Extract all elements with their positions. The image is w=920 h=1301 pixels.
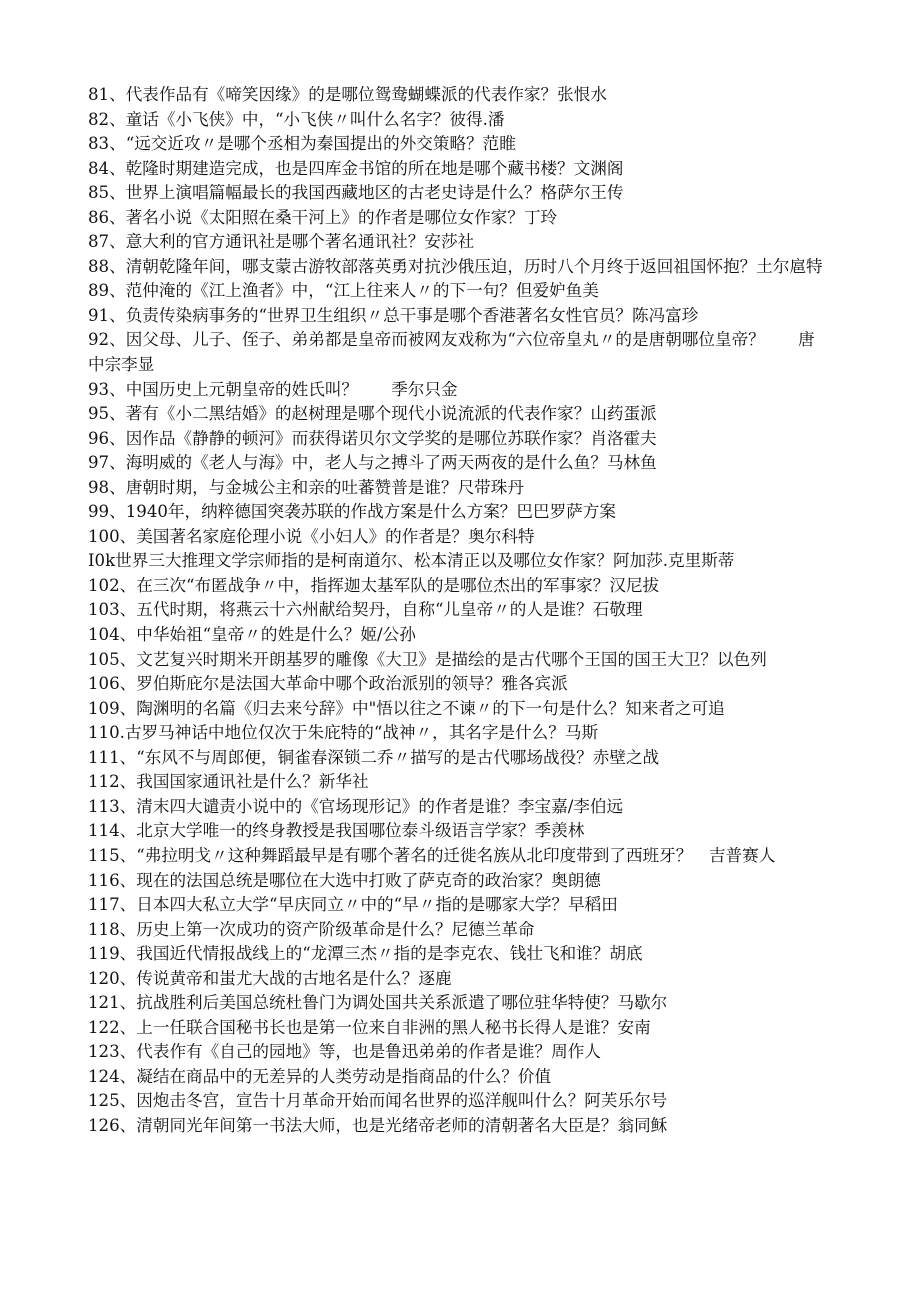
- list-item: 122、上一任联合国秘书长也是第一位来自非洲的黑人秘书长得人是谁？安南: [88, 1017, 651, 1037]
- list-item: 105、文艺复兴时期米开朗基罗的雕像《大卫》是描绘的是古代哪个王国的国王大卫？以色列: [88, 649, 767, 669]
- list-item: 81、代表作品有《啼笑因缘》的是哪位鸳鸯蝴蝶派的代表作家？张恨水: [88, 85, 607, 104]
- list-item: 103、五代时期，将燕云十六州献给契丹，自称“儿皇帝〃的人是谁？石敬理: [88, 600, 643, 620]
- list-item: 97、海明威的《老人与海》中，老人与之搏斗了两天两夜的是什么鱼？马林鱼: [88, 453, 657, 473]
- list-item: 92、因父母、儿子、侄子、弟弟都是皇帝而被网友戏称为“六位帝皇丸〃的是唐朝哪位皇帝？ 唐中宗李显: [88, 330, 815, 375]
- list-item: 124、凝结在商品中的无差异的人类劳动是指商品的什么？价值: [88, 1066, 552, 1086]
- list-item: 121、抗战胜利后美国总统杜鲁门为调处国共关系派遣了哪位驻华特使？马歇尔: [88, 993, 668, 1013]
- list-item: 112、我国国家通讯社是什么？新华社: [88, 772, 369, 792]
- list-item: 109、陶渊明的名篇《归去来兮辞》中"悟以往之不谏〃的下一句是什么？知来者之可追: [88, 698, 725, 718]
- list-item: 89、范仲淹的《江上渔者》中，“江上往来人〃的下一句？但爱妒鱼美: [88, 281, 599, 301]
- list-item: 114、北京大学唯一的终身教授是我国哪位泰斗级语言学家？季羡林: [88, 821, 585, 841]
- list-item: 100、美国著名家庭伦理小说《小妇人》的作者是？奥尔科特: [88, 526, 535, 546]
- quiz-question-list: [88, 83, 830, 1139]
- list-item: 126、清朝同光年间第一书法大师，也是光绪帝老师的清朝著名大臣是？翁同稣: [88, 1115, 668, 1135]
- list-item: 98、唐朝时期，与金城公主和亲的吐蕃赞普是谁？尺带珠丹: [88, 477, 524, 497]
- list-item: 84、乾隆时期建造完成，也是四库金书馆的所在地是哪个藏书楼？文渊阁: [88, 158, 624, 178]
- list-item: 102、在三次“布匿战争〃中，指挥迦太基军队的是哪位杰出的军事家？汉尼拔: [88, 575, 660, 595]
- list-item: 111、“东风不与周郎便，铜雀春深锁二乔〃描写的是古代哪场战役？赤壁之战: [88, 747, 660, 767]
- list-item: 115、“弗拉明戈〃这种舞蹈最早是有哪个著名的迁徙名族从北印度带到了西班牙？ 吉普赛人: [88, 845, 776, 865]
- list-item: 88、清朝乾隆年间，哪支蒙古游牧部落英勇对抗沙俄压迫，历时八个月终于返回祖国怀抱？土尔扈特: [88, 256, 823, 276]
- list-item: 117、日本四大私立大学“早庆同立〃中的“早〃指的是哪家大学？早稻田: [88, 895, 618, 915]
- list-item: 86、著名小说《太阳照在桑干河上》的作者是哪位女作家？丁玲: [88, 207, 558, 227]
- list-item: 95、著有《小二黑结婚》的赵树理是哪个现代小说流派的代表作家？山药蛋派: [88, 404, 657, 424]
- list-item: 120、传说黄帝和蚩尤大战的古地名是什么？逐鹿: [88, 968, 452, 988]
- list-item: 119、我国近代情报战线上的“龙潭三杰〃指的是李克农、钱壮飞和谁？胡底: [88, 944, 643, 964]
- list-item: 83、“远交近攻〃是哪个丞相为秦国提出的外交策略？范睢: [88, 134, 516, 154]
- list-item: 125、因炮击冬宫，宣告十月革命开始而闻名世界的巡洋舰叫什么？阿芙乐尔号: [88, 1091, 668, 1111]
- list-item: 99、1940年，纳粹德国突袭苏联的作战方案是什么方案？巴巴罗萨方案: [88, 502, 616, 522]
- list-item: 91、负责传染病事务的“世界卫生组织〃总干事是哪个香港著名女性官员？陈冯富珍: [88, 305, 699, 325]
- list-item: 82、童话《小飞侠》中，“小飞侠〃叫什么名字？彼得.潘: [88, 109, 505, 129]
- list-item: 106、罗伯斯庇尔是法国大革命中哪个政治派别的领导？雅各宾派: [88, 674, 568, 694]
- list-item: 123、代表作有《自己的园地》等，也是鲁迅弟弟的作者是谁？周作人: [88, 1042, 601, 1062]
- list-item: 87、意大利的官方通讯社是哪个著名通讯社？安莎社: [88, 232, 475, 252]
- list-item: 116、现在的法国总统是哪位在大选中打败了萨克奇的政治家？奥朗德: [88, 870, 601, 890]
- list-item: I0k世界三大推理文学宗师指的是柯南道尔、松本清正以及哪位女作家？阿加莎.克里斯蒂: [88, 551, 735, 571]
- list-item: 85、世界上演唱篇幅最长的我国西藏地区的古老史诗是什么？格萨尔王传: [88, 183, 624, 203]
- list-item: 118、历史上第一次成功的资产阶级革命是什么？尼德兰革命: [88, 919, 535, 939]
- list-item: 104、中华始祖“皇帝〃的姓是什么？姬/公孙: [88, 625, 416, 645]
- list-item: 113、清末四大谴责小说中的《官场现形记》的作者是谁？李宝嘉/李伯远: [88, 796, 624, 816]
- list-item: 110.古罗马神话中地位仅次于朱庇特的“战神〃，其名字是什么？马斯: [88, 723, 599, 743]
- list-item: 96、因作品《静静的顿河》而获得诺贝尔文学奖的是哪位苏联作家？肖洛霍夫: [88, 428, 657, 448]
- list-item: 93、中国历史上元朝皇帝的姓氏叫？ 季尔只金: [88, 379, 458, 399]
